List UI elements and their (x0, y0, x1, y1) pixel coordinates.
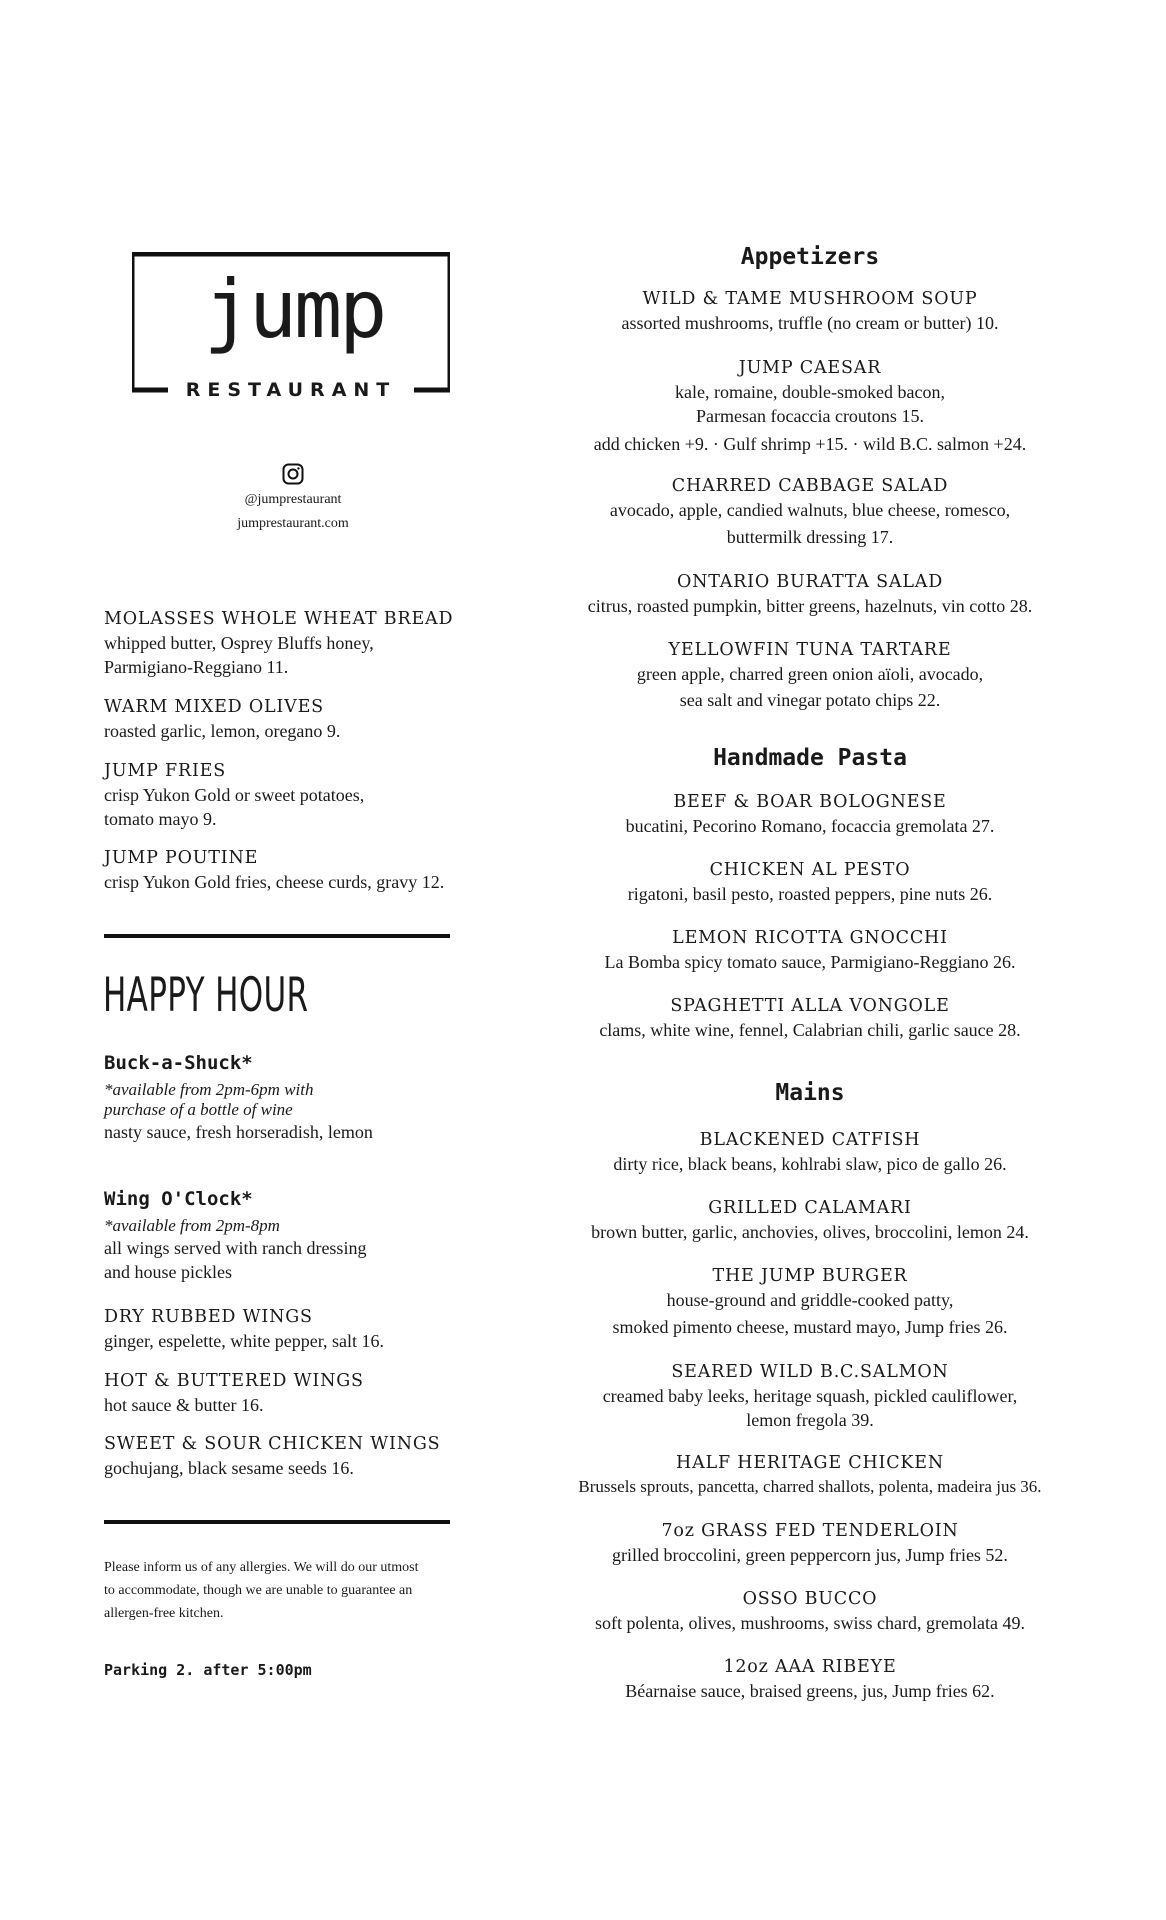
item-desc: crisp Yukon Gold or sweet potatoes, (104, 785, 365, 805)
item-desc: ginger, espelette, white pepper, salt 16. (104, 1331, 384, 1351)
menu-item (560, 1451, 1060, 1499)
item-desc: hot sauce & butter 16. (104, 1395, 264, 1415)
item-desc: dirty rice, black beans, kohlrabi slaw, pico de gallo 26. (613, 1154, 1007, 1174)
item-desc: sea salt and vinegar potato chips 22. (679, 690, 941, 710)
wing-note: *available from 2pm-8pm (104, 1216, 280, 1235)
happy-hour-title: HAPPY HOUR (103, 968, 309, 1023)
item-name: HALF HERITAGE CHICKEN (676, 1453, 944, 1473)
item-desc: tomato mayo 9. (104, 809, 217, 829)
menu-item (560, 1587, 1060, 1635)
item-desc: Béarnaise sauce, braised greens, jus, Jump fries 62. (625, 1681, 995, 1701)
section-title-appetizers: Appetizers (740, 244, 880, 270)
item-name: BLACKENED CATFISH (699, 1130, 921, 1150)
item-desc: clams, white wine, fennel, Calabrian chili, garlic sauce 28. (599, 1020, 1021, 1040)
item-name: 7oz GRASS FED TENDERLOIN (661, 1521, 959, 1541)
item-name: 12oz AAA RIBEYE (723, 1657, 897, 1677)
item-desc: gochujang, black sesame seeds 16. (104, 1458, 354, 1478)
item-name: JUMP FRIES (104, 761, 227, 781)
menu-item (560, 638, 1060, 712)
menu-item (104, 1305, 484, 1353)
item-name: MOLASSES WHOLE WHEAT BREAD (104, 609, 454, 629)
section-title-pasta: Handmade Pasta (713, 745, 907, 771)
item-desc: kale, romaine, double-smoked bacon, (675, 382, 945, 402)
item-name: LEMON RICOTTA GNOCCHI (672, 928, 948, 948)
item-desc: whipped butter, Osprey Bluffs honey, (104, 633, 374, 653)
item-name: THE JUMP BURGER (712, 1266, 908, 1286)
menu-item (560, 570, 1060, 618)
buck-title: Buck-a-Shuck* (104, 1052, 253, 1074)
item-desc: bucatini, Pecorino Romano, focaccia gremolata 27. (625, 816, 995, 836)
item-name: DRY RUBBED WINGS (104, 1307, 313, 1327)
item-desc: roasted garlic, lemon, oregano 9. (104, 721, 341, 741)
menu-item (104, 759, 484, 831)
menu-item (560, 858, 1060, 906)
section-title-mains: Mains (775, 1080, 845, 1106)
menu-item (560, 287, 1060, 335)
wing-oclock (104, 1186, 484, 1284)
item-desc: Parmigiano-Reggiano 11. (104, 657, 289, 677)
item-name: WARM MIXED OLIVES (104, 697, 324, 717)
menu-item (560, 356, 1060, 456)
buck-note: purchase of a bottle of wine (104, 1100, 293, 1119)
item-desc: grilled broccolini, green peppercorn jus, Jump fries 52. (612, 1545, 1008, 1565)
divider (104, 934, 450, 938)
item-name: SPAGHETTI ALLA VONGOLE (670, 996, 950, 1016)
instagram-handle[interactable]: @jumprestaurant (244, 492, 342, 507)
item-name: CHARRED CABBAGE SALAD (671, 476, 949, 496)
social-block (196, 463, 390, 536)
wing-desc: and house pickles (104, 1262, 232, 1282)
menu-item (560, 1264, 1060, 1339)
item-desc: citrus, roasted pumpkin, bitter greens, hazelnuts, vin cotto 28. (587, 596, 1033, 616)
menu-item (560, 1128, 1060, 1176)
item-desc: smoked pimento cheese, mustard mayo, Jump fries 26. (612, 1317, 1008, 1337)
item-name: GRILLED CALAMARI (708, 1198, 912, 1218)
logo-sub: RESTAURANT (185, 379, 397, 401)
item-desc: lemon fregola 39. (746, 1410, 874, 1430)
instagram-icon[interactable] (282, 463, 304, 485)
parking-note: Parking 2. after 5:00pm (104, 1661, 312, 1679)
wing-title: Wing O'Clock* (104, 1188, 253, 1210)
item-name: SEARED WILD B.C.SALMON (671, 1362, 949, 1382)
item-name: WILD & TAME MUSHROOM SOUP (642, 289, 978, 309)
item-name: SWEET & SOUR CHICKEN WINGS (104, 1434, 441, 1454)
item-name: YELLOWFIN TUNA TARTARE (668, 640, 952, 660)
item-name: OSSO BUCCO (742, 1589, 878, 1609)
allergy-line: Please inform us of any allergies. We will do our utmost (104, 1560, 419, 1575)
item-desc: add chicken +9. · Gulf shrimp +15. · wild B.C. salmon +24. (593, 434, 1027, 454)
item-desc: rigatoni, basil pesto, roasted peppers, pine nuts 26. (627, 884, 993, 904)
buck-desc: nasty sauce, fresh horseradish, lemon (104, 1122, 373, 1142)
item-desc: buttermilk dressing 17. (726, 527, 894, 547)
menu-item (104, 607, 484, 679)
buck-a-shuck (104, 1050, 484, 1144)
item-desc: Parmesan focaccia croutons 15. (696, 406, 924, 426)
allergy-line: allergen-free kitchen. (104, 1606, 224, 1621)
item-desc: house-ground and griddle-cooked patty, (666, 1290, 954, 1310)
menu-item (560, 1655, 1060, 1703)
item-name: ONTARIO BURATTA SALAD (676, 572, 944, 592)
item-desc: crisp Yukon Gold fries, cheese curds, gravy 12. (104, 872, 445, 892)
menu-item (560, 1196, 1060, 1244)
item-name: HOT & BUTTERED WINGS (104, 1371, 364, 1391)
divider (104, 1520, 450, 1524)
item-name: JUMP CAESAR (738, 358, 882, 378)
allergy-note (104, 1556, 464, 1625)
item-desc: assorted mushrooms, truffle (no cream or butter) 10. (621, 313, 999, 333)
menu-item (104, 695, 484, 743)
item-desc: soft polenta, olives, mushrooms, swiss chard, gremolata 49. (595, 1613, 1025, 1633)
menu-item (560, 1360, 1060, 1432)
item-desc: creamed baby leeks, heritage squash, pickled cauliflower, (602, 1386, 1018, 1406)
item-name: BEEF & BOAR BOLOGNESE (673, 792, 947, 812)
menu-item (560, 1519, 1060, 1567)
item-name: CHICKEN AL PESTO (709, 860, 911, 880)
wing-desc: all wings served with ranch dressing (104, 1238, 367, 1258)
item-desc: La Bomba spicy tomato sauce, Parmigiano-Reggiano 26. (604, 952, 1016, 972)
website-link[interactable]: jumprestaurant.com (237, 516, 349, 531)
menu-item (104, 846, 484, 894)
menu-item (104, 1432, 484, 1480)
item-desc: avocado, apple, candied walnuts, blue cheese, romesco, (609, 500, 1011, 520)
item-desc: brown butter, garlic, anchovies, olives, broccolini, lemon 24. (591, 1222, 1029, 1242)
allergy-line: to accommodate, though we are unable to guarantee an (104, 1583, 413, 1598)
item-desc: green apple, charred green onion aïoli, avocado, (636, 664, 984, 684)
restaurant-logo (132, 252, 450, 400)
logo-word: jump (203, 263, 385, 356)
menu-item (104, 1369, 484, 1417)
menu-item (560, 790, 1060, 838)
buck-note: *available from 2pm-6pm with (104, 1080, 314, 1099)
item-desc: Brussels sprouts, pancetta, charred shallots, polenta, madeira jus 36. (578, 1477, 1042, 1496)
menu-item (560, 994, 1060, 1042)
item-name: JUMP POUTINE (104, 848, 259, 868)
menu-item (560, 926, 1060, 974)
menu-item (560, 474, 1060, 549)
